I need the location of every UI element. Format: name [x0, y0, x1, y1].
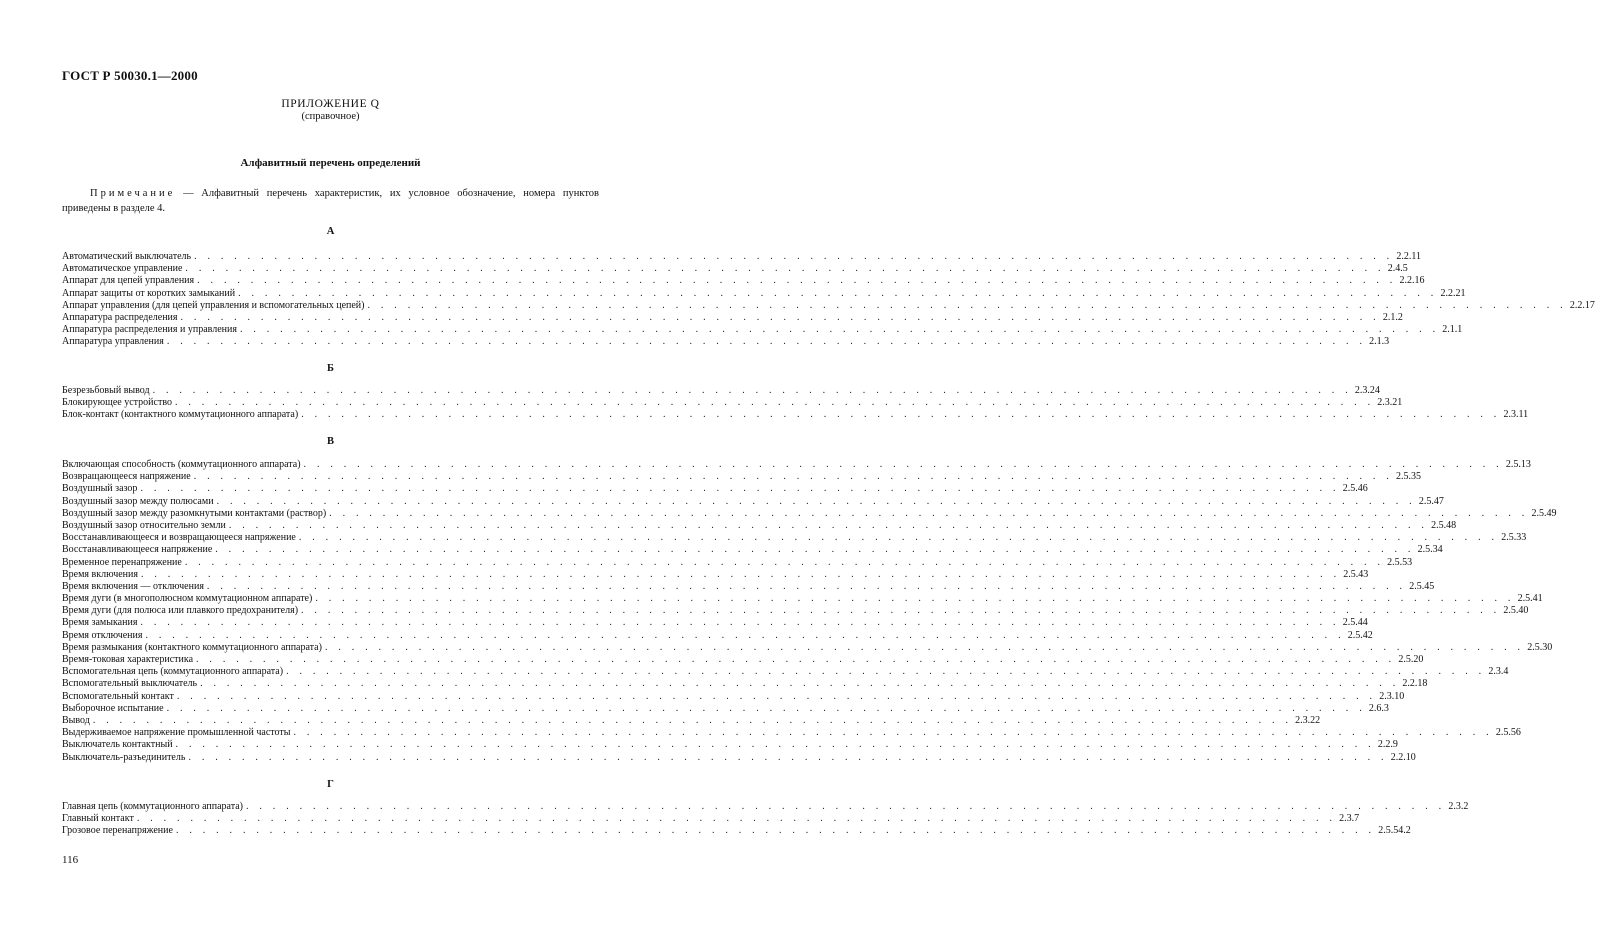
entry-ref: 2.1.1 — [1442, 324, 1463, 336]
entry-ref: 2.5.20 — [1398, 654, 1424, 665]
entry-term: Главная цепь (коммутационного аппарата) — [62, 801, 243, 812]
index-entry — [62, 678, 1428, 690]
index-entry — [62, 825, 1411, 837]
entry-ref: 2.3.24 — [1354, 385, 1380, 396]
index-list-a — [62, 251, 1595, 349]
entry-ref: 2.5.47 — [1418, 495, 1444, 507]
index-entry — [62, 641, 1553, 654]
index-list-g — [62, 801, 1469, 838]
entry-ref: 2.5.48 — [1431, 519, 1457, 531]
entry-ref: 2.2.18 — [1402, 678, 1428, 690]
index-entry — [62, 311, 1403, 324]
index-entry — [62, 385, 1380, 397]
dot-leader: . . . . . . . . . . . . . . . . . . . . . . . . . . . . . . . . . . . . . . . . . . . . . . . . . . . . . . . . . . . . . . . . . . . . . . . . . . . . . . . . . . . . . . . . . . — [206, 580, 1407, 592]
entry-ref: 2.3.21 — [1377, 397, 1403, 409]
dot-leader: . . . . . . . . . . . . . . . . . . . . . . . . . . . . . . . . . . . . . . . . . . . . . . . . . . . . . . . . . . . . . . . . . . . . . . . . . . . . . . . . . . . . . . . . . . — [140, 568, 1341, 580]
page-number: 116 — [62, 854, 79, 866]
index-entry — [62, 702, 1389, 715]
entry-ref: 2.3.22 — [1295, 714, 1321, 726]
entry-ref: 2.5.33 — [1501, 532, 1527, 544]
entry-term: Аппарат для цепей управления — [62, 275, 195, 287]
index-entry — [62, 580, 1435, 593]
entry-term: Вспомогательная цепь (коммутационного аппарата) — [62, 666, 284, 678]
entry-ref: 2.5.13 — [1505, 459, 1531, 470]
entry-term: Главный контакт — [62, 813, 134, 825]
letter-heading-v: В — [326, 436, 334, 447]
dot-leader: . . . . . . . . . . . . . . . . . . . . . . . . . . . . . . . . . . . . . . . . . . . . . . . . . . . . . . . . . . . . . . . . . . . . . . . . . . . . . . . . . . . . . . . . . . — [174, 397, 1375, 409]
index-entry — [62, 532, 1527, 544]
entry-ref: 2.5.56 — [1495, 727, 1521, 739]
dot-leader: . . . . . . . . . . . . . . . . . . . . . . . . . . . . . . . . . . . . . . . . . . . . . . . . . . . . . . . . . . . . . . . . . . . . . . . . . . . . . . . . . . . . . . . . . . — [246, 801, 1446, 812]
entry-term: Аппарат защиты от коротких замыканий — [62, 287, 236, 299]
entry-term: Время дуги (для полюса или плавкого предохранителя) — [62, 605, 299, 617]
dot-leader: . . . . . . . . . . . . . . . . . . . . . . . . . . . . . . . . . . . . . . . . . . . . . . . . . . . . . . . . . . . . . . . . . . . . . . . . . . . . . . . . . . . . . . . . . . — [180, 311, 1380, 323]
index-entry — [62, 617, 1368, 629]
letter-heading-b: Б — [327, 363, 334, 374]
document-title: ГОСТ Р 50030.1—2000 — [62, 68, 198, 83]
appendix-subtitle: (справочное) — [301, 111, 360, 122]
index-entry — [62, 544, 1443, 556]
index-entry — [62, 751, 1416, 764]
dot-leader: . . . . . . . . . . . . . . . . . . . . . . . . . . . . . . . . . . . . . . . . . . . . . . . . . . . . . . . . . . . . . . . . . . . . . . . . . . . . . . . . . . . . . . . . . . — [196, 654, 1396, 665]
entry-ref: 2.5.30 — [1527, 641, 1553, 653]
index-entry — [62, 714, 1321, 727]
dot-leader: . . . . . . . . . . . . . . . . . . . . . . . . . . . . . . . . . . . . . . . . . . . . . . . . . . . . . . . . . . . . . . . . . . . . . . . . . . . . . . . . . . . . . . . . . . — [184, 556, 1385, 568]
dot-leader: . . . . . . . . . . . . . . . . . . . . . . . . . . . . . . . . . . . . . . . . . . . . . . . . . . . . . . . . . . . . . . . . . . . . . . . . . . . . . . . . . . . . . . . . . . — [367, 299, 1567, 311]
dot-leader: . . . . . . . . . . . . . . . . . . . . . . . . . . . . . . . . . . . . . . . . . . . . . . . . . . . . . . . . . . . . . . . . . . . . . . . . . . . . . . . . . . . . . . . . . . — [166, 336, 1367, 348]
dot-leader: . . . . . . . . . . . . . . . . . . . . . . . . . . . . . . . . . . . . . . . . . . . . . . . . . . . . . . . . . . . . . . . . . . . . . . . . . . . . . . . . . . . . . . . . . . — [303, 459, 1503, 470]
index-entry — [62, 336, 1390, 348]
dot-leader: . . . . . . . . . . . . . . . . . . . . . . . . . . . . . . . . . . . . . . . . . . . . . . . . . . . . . . . . . . . . . . . . . . . . . . . . . . . . . . . . . . . . . . . . . . — [152, 385, 1352, 396]
entry-ref: 2.1.2 — [1382, 311, 1403, 323]
dot-leader: . . . . . . . . . . . . . . . . . . . . . . . . . . . . . . . . . . . . . . . . . . . . . . . . . . . . . . . . . . . . . . . . . . . . . . . . . . . . . . . . . . . . . . . . . . — [298, 532, 1499, 544]
entry-ref: 2.5.44 — [1342, 617, 1368, 629]
dot-leader: . . . . . . . . . . . . . . . . . . . . . . . . . . . . . . . . . . . . . . . . . . . . . . . . . . . . . . . . . . . . . . . . . . . . . . . . . . . . . . . . . . . . . . . . . . — [176, 690, 1377, 702]
index-entry — [62, 324, 1463, 336]
entry-term: Восстанавливающееся и возвращающееся напряжение — [62, 532, 296, 544]
entry-term: Время-токовая характеристика — [62, 654, 194, 665]
entry-ref: 2.2.16 — [1399, 275, 1425, 287]
dot-leader: . . . . . . . . . . . . . . . . . . . . . . . . . . . . . . . . . . . . . . . . . . . . . . . . . . . . . . . . . . . . . . . . . . . . . . . . . . . . . . . . . . . . . . . . . . — [329, 507, 1529, 519]
entry-ref: 2.5.54.2 — [1378, 825, 1411, 837]
entry-ref: 2.2.10 — [1390, 751, 1416, 763]
dot-leader: . . . . . . . . . . . . . . . . . . . . . . . . . . . . . . . . . . . . . . . . . . . . . . . . . . . . . . . . . . . . . . . . . . . . . . . . . . . . . . . . . . . . . . . . . . — [228, 519, 1429, 531]
index-entry — [62, 666, 1509, 678]
dot-leader: . . . . . . . . . . . . . . . . . . . . . . . . . . . . . . . . . . . . . . . . . . . . . . . . . . . . . . . . . . . . . . . . . . . . . . . . . . . . . . . . . . . . . . . . . . — [315, 593, 1515, 605]
dot-leader: . . . . . . . . . . . . . . . . . . . . . . . . . . . . . . . . . . . . . . . . . . . . . . . . . . . . . . . . . . . . . . . . . . . . . . . . . . . . . . . . . . . . . . . . . . — [200, 678, 1400, 690]
entry-term: Выдерживаемое напряжение промышленной частоты — [62, 727, 291, 739]
entry-term: Безрезьбовый вывод — [62, 385, 150, 396]
dot-leader: . . . . . . . . . . . . . . . . . . . . . . . . . . . . . . . . . . . . . . . . . . . . . . . . . . . . . . . . . . . . . . . . . . . . . . . . . . . . . . . . . . . . . . . . . . — [175, 739, 1375, 751]
entry-term: Восстанавливающееся напряжение — [62, 544, 213, 556]
entry-term: Грозовое перенапряжение — [62, 825, 173, 837]
index-entry — [62, 263, 1408, 275]
entry-term: Воздушный зазор между разомкнутыми контактами (раствор) — [62, 507, 327, 519]
dot-leader: . . . . . . . . . . . . . . . . . . . . . . . . . . . . . . . . . . . . . . . . . . . . . . . . . . . . . . . . . . . . . . . . . . . . . . . . . . . . . . . . . . . . . . . . . . — [175, 825, 1376, 837]
entry-term: Включающая способность (коммутационного аппарата) — [62, 459, 301, 470]
index-entry — [62, 654, 1424, 666]
entry-ref: 2.6.3 — [1368, 702, 1389, 714]
entry-term: Воздушный зазор — [62, 483, 138, 495]
note-label: Примечание — [90, 188, 176, 199]
dot-leader: . . . . . . . . . . . . . . . . . . . . . . . . . . . . . . . . . . . . . . . . . . . . . . . . . . . . . . . . . . . . . . . . . . . . . . . . . . . . . . . . . . . . . . . . . . — [301, 605, 1501, 617]
index-entry — [62, 495, 1444, 508]
entry-term: Блокирующее устройство — [62, 397, 172, 409]
entry-ref: 2.5.49 — [1531, 507, 1557, 519]
entry-ref: 2.2.21 — [1440, 287, 1466, 299]
index-list-v — [62, 459, 1557, 764]
entry-ref: 2.3.7 — [1339, 813, 1360, 825]
dot-leader: . . . . . . . . . . . . . . . . . . . . . . . . . . . . . . . . . . . . . . . . . . . . . . . . . . . . . . . . . . . . . . . . . . . . . . . . . . . . . . . . . . . . . . . . . . — [145, 629, 1345, 641]
entry-ref: 2.3.4 — [1488, 666, 1509, 678]
letter-heading-g: Г — [327, 779, 334, 790]
entry-term: Блок-контакт (контактного коммутационного аппарата) — [62, 409, 299, 421]
index-entry — [62, 299, 1595, 312]
entry-ref: 2.5.53 — [1387, 556, 1413, 568]
entry-term: Выключатель контактный — [62, 739, 173, 751]
entry-ref: 2.5.41 — [1517, 593, 1543, 605]
entry-term: Вспомогательный выключатель — [62, 678, 198, 690]
note-paragraph — [62, 186, 599, 216]
dot-leader: . . . . . . . . . . . . . . . . . . . . . . . . . . . . . . . . . . . . . . . . . . . . . . . . . . . . . . . . . . . . . . . . . . . . . . . . . . . . . . . . . . . . . . . . . . — [324, 641, 1525, 653]
section-heading: Алфавитный перечень определений — [240, 157, 421, 169]
entry-term: Выключатель-разъединитель — [62, 751, 186, 763]
index-list-b — [62, 385, 1529, 422]
entry-ref: 2.2.17 — [1569, 299, 1595, 311]
entry-term: Время включения — [62, 568, 138, 580]
index-entry — [62, 483, 1368, 495]
dot-leader: . . . . . . . . . . . . . . . . . . . . . . . . . . . . . . . . . . . . . . . . . . . . . . . . . . . . . . . . . . . . . . . . . . . . . . . . . . . . . . . . . . . . . . . . . . — [140, 617, 1340, 629]
entry-ref: 2.3.11 — [1503, 409, 1529, 421]
entry-ref: 2.2.11 — [1396, 251, 1422, 262]
entry-ref: 2.5.45 — [1409, 580, 1435, 592]
entry-term: Время размыкания (контактного коммутационного аппарата) — [62, 641, 322, 653]
entry-term: Время отключения — [62, 629, 143, 641]
index-entry — [62, 409, 1529, 421]
dot-leader: . . . . . . . . . . . . . . . . . . . . . . . . . . . . . . . . . . . . . . . . . . . . . . . . . . . . . . . . . . . . . . . . . . . . . . . . . . . . . . . . . . . . . . . . . . — [136, 813, 1337, 825]
entry-term: Автоматический выключатель — [62, 251, 192, 262]
entry-term: Воздушный зазор между полюсами — [62, 495, 214, 507]
dot-leader: . . . . . . . . . . . . . . . . . . . . . . . . . . . . . . . . . . . . . . . . . . . . . . . . . . . . . . . . . . . . . . . . . . . . . . . . . . . . . . . . . . . . . . . . . . — [301, 409, 1501, 421]
entry-ref: 2.5.35 — [1396, 471, 1422, 483]
index-entry — [62, 556, 1413, 569]
entry-term: Аппарат управления (для цепей управления и вспомогательных цепей) — [62, 299, 365, 311]
dot-leader: . . . . . . . . . . . . . . . . . . . . . . . . . . . . . . . . . . . . . . . . . . . . . . . . . . . . . . . . . . . . . . . . . . . . . . . . . . . . . . . . . . . . . . . . . . — [166, 702, 1366, 714]
entry-ref: 2.3.10 — [1379, 690, 1405, 702]
dot-leader: . . . . . . . . . . . . . . . . . . . . . . . . . . . . . . . . . . . . . . . . . . . . . . . . . . . . . . . . . . . . . . . . . . . . . . . . . . . . . . . . . . . . . . . . . . — [140, 483, 1340, 495]
index-entry — [62, 690, 1405, 703]
entry-term: Аппаратура управления — [62, 336, 164, 348]
entry-ref: 2.3.2 — [1448, 801, 1469, 812]
dot-leader: . . . . . . . . . . . . . . . . . . . . . . . . . . . . . . . . . . . . . . . . . . . . . . . . . . . . . . . . . . . . . . . . . . . . . . . . . . . . . . . . . . . . . . . . . . — [197, 275, 1397, 287]
dot-leader: . . . . . . . . . . . . . . . . . . . . . . . . . . . . . . . . . . . . . . . . . . . . . . . . . . . . . . . . . . . . . . . . . . . . . . . . . . . . . . . . . . . . . . . . . . — [185, 263, 1385, 275]
dot-leader: . . . . . . . . . . . . . . . . . . . . . . . . . . . . . . . . . . . . . . . . . . . . . . . . . . . . . . . . . . . . . . . . . . . . . . . . . . . . . . . . . . . . . . . . . . — [238, 287, 1438, 299]
entry-term: Выборочное испытание — [62, 702, 164, 714]
entry-ref: 2.4.5 — [1387, 263, 1408, 275]
entry-ref: 2.2.9 — [1377, 739, 1398, 751]
entry-term: Автоматическое управление — [62, 263, 183, 275]
index-entry — [62, 739, 1398, 751]
dot-leader: . . . . . . . . . . . . . . . . . . . . . . . . . . . . . . . . . . . . . . . . . . . . . . . . . . . . . . . . . . . . . . . . . . . . . . . . . . . . . . . . . . . . . . . . . . — [239, 324, 1440, 336]
entry-term: Время дуги (в многополюсном коммутационном аппарате) — [62, 593, 313, 605]
entry-term: Время включения — отключения — [62, 580, 204, 592]
entry-term: Аппаратура распределения и управления — [62, 324, 237, 336]
index-entry — [62, 629, 1373, 642]
index-entry — [62, 275, 1425, 287]
index-entry — [62, 593, 1543, 605]
entry-ref: 2.1.3 — [1369, 336, 1390, 348]
note-text: — Алфавитный перечень характеристик, их условное обозначение, номера пунктов приведены в разделе 4. — [62, 188, 599, 214]
dot-leader: . . . . . . . . . . . . . . . . . . . . . . . . . . . . . . . . . . . . . . . . . . . . . . . . . . . . . . . . . . . . . . . . . . . . . . . . . . . . . . . . . . . . . . . . . . — [286, 666, 1486, 678]
entry-ref: 2.5.42 — [1347, 629, 1373, 641]
dot-leader: . . . . . . . . . . . . . . . . . . . . . . . . . . . . . . . . . . . . . . . . . . . . . . . . . . . . . . . . . . . . . . . . . . . . . . . . . . . . . . . . . . . . . . . . . . — [216, 495, 1416, 507]
letter-heading-a: А — [326, 226, 335, 237]
entry-term: Воздушный зазор относительно земли — [62, 519, 226, 531]
index-entry — [62, 459, 1531, 471]
index-entry — [62, 568, 1369, 581]
index-entry — [62, 507, 1557, 520]
index-entry — [62, 801, 1469, 813]
index-entry — [62, 251, 1422, 263]
dot-leader: . . . . . . . . . . . . . . . . . . . . . . . . . . . . . . . . . . . . . . . . . . . . . . . . . . . . . . . . . . . . . . . . . . . . . . . . . . . . . . . . . . . . . . . . . . — [215, 544, 1415, 556]
dot-leader: . . . . . . . . . . . . . . . . . . . . . . . . . . . . . . . . . . . . . . . . . . . . . . . . . . . . . . . . . . . . . . . . . . . . . . . . . . . . . . . . . . . . . . . . . . — [92, 714, 1293, 726]
dot-leader: . . . . . . . . . . . . . . . . . . . . . . . . . . . . . . . . . . . . . . . . . . . . . . . . . . . . . . . . . . . . . . . . . . . . . . . . . . . . . . . . . . . . . . . . . . — [194, 251, 1394, 262]
dot-leader: . . . . . . . . . . . . . . . . . . . . . . . . . . . . . . . . . . . . . . . . . . . . . . . . . . . . . . . . . . . . . . . . . . . . . . . . . . . . . . . . . . . . . . . . . . — [293, 727, 1493, 739]
index-entry — [62, 519, 1457, 532]
entry-term: Вывод — [62, 714, 90, 726]
index-entry — [62, 287, 1466, 300]
index-entry — [62, 813, 1360, 825]
entry-term: Вспомогательный контакт — [62, 690, 174, 702]
entry-ref: 2.5.46 — [1342, 483, 1368, 495]
entry-ref: 2.5.34 — [1417, 544, 1443, 556]
index-entry — [62, 727, 1521, 739]
entry-term: Временное перенапряжение — [62, 556, 182, 568]
index-entry — [62, 605, 1529, 617]
dot-leader: . . . . . . . . . . . . . . . . . . . . . . . . . . . . . . . . . . . . . . . . . . . . . . . . . . . . . . . . . . . . . . . . . . . . . . . . . . . . . . . . . . . . . . . . . . — [193, 471, 1394, 483]
dot-leader: . . . . . . . . . . . . . . . . . . . . . . . . . . . . . . . . . . . . . . . . . . . . . . . . . . . . . . . . . . . . . . . . . . . . . . . . . . . . . . . . . . . . . . . . . . — [188, 751, 1388, 763]
index-entry — [62, 471, 1422, 483]
entry-ref: 2.5.40 — [1503, 605, 1529, 617]
entry-term: Время замыкания — [62, 617, 138, 629]
entry-ref: 2.5.43 — [1343, 568, 1369, 580]
entry-term: Возвращающееся напряжение — [62, 471, 191, 483]
index-entry — [62, 397, 1403, 409]
entry-term: Аппаратура распределения — [62, 311, 178, 323]
appendix-title: ПРИЛОЖЕНИЕ Q — [281, 98, 380, 110]
